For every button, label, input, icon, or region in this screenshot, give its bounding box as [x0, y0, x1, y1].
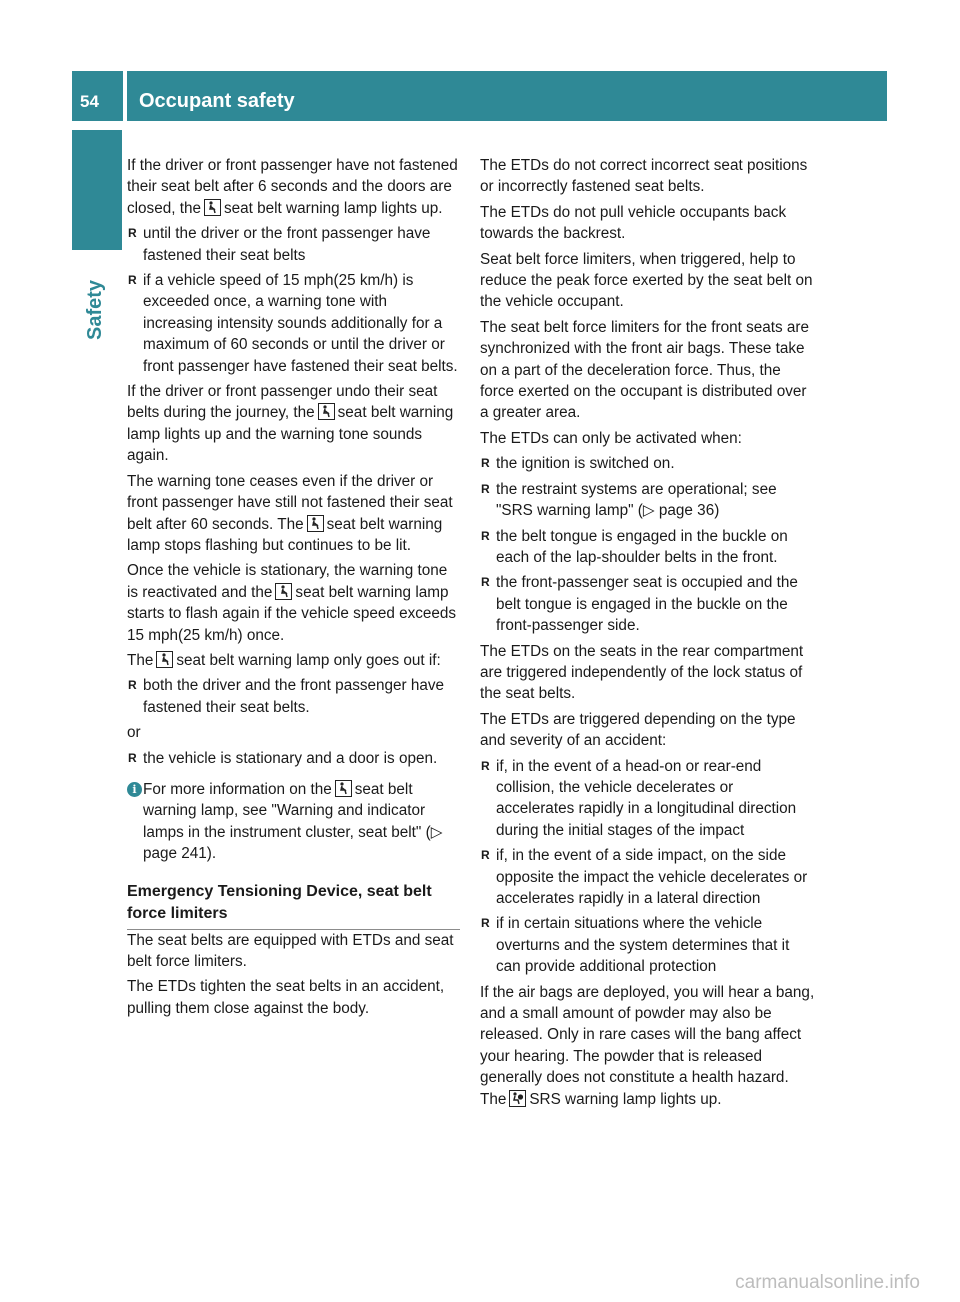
sidebar-block — [72, 130, 122, 250]
list-item: R if a vehicle speed of 15 mph(25 km/h) is exceeded once, a warning tone with increasing intensity sounds additionally for a maximum of 60 seconds or until the driver or front passenger have fastened their seat belts. — [128, 272, 458, 375]
paragraph: Once the vehicle is stationary, the warning tone is reactivated and the seat belt warning lamp starts to flash again if the vehicle speed exceeds 15 mph(25 km/h) once. — [127, 562, 457, 644]
bullet-marker: R — [128, 750, 137, 765]
bullet-marker: R — [481, 456, 490, 471]
bullet-marker: R — [481, 848, 490, 863]
page-number: 54 — [80, 92, 99, 111]
paragraph: The seat belt force limiters for the front seats are synchronized with the front air bags. These take on a part of the deceleration force. Thus, the force exerted on the occupant is distributed over a greater area. — [480, 318, 810, 422]
bullet-marker: R — [481, 481, 490, 496]
bullet-marker: R — [128, 678, 137, 693]
list-item: R if, in the event of a head-on or rear-end collision, the vehicle decelerates or accelerates rapidly in a longitudinal direction during the initial stages of the impact — [481, 757, 797, 839]
list-item: R the restraint systems are operational; see "SRS warning lamp" (▷ page 36) — [481, 480, 777, 520]
info-note: i For more information on the seat belt warning lamp, see "Warning and indicator lamps in the instrument cluster, seat belt" (▷ page 241). — [127, 779, 460, 865]
page-ref-arrow-icon: ▷ — [642, 502, 655, 520]
list-item: R the front-passenger seat is occupied and the belt tongue is engaged in the buckle on the front-passenger side. — [481, 574, 798, 635]
paragraph: The seat belts are equipped with ETDs and seat belt force limiters. — [127, 931, 454, 970]
paragraph: If the driver or front passenger have not fastened their seat belt after 6 seconds and the doors are closed, the seat belt warning lamp lights up. — [127, 157, 458, 217]
right-column — [480, 155, 815, 1114]
bullet-marker: R — [128, 226, 137, 241]
seat-belt-icon — [156, 651, 173, 668]
sidebar-label: Safety — [84, 279, 106, 340]
seat-belt-icon — [204, 199, 221, 216]
list-item: R if in certain situations where the vehicle overturns and the system determines that it can provide additional protection — [481, 915, 790, 976]
page-ref-arrow-icon: ▷ — [430, 823, 443, 841]
paragraph: The ETDs are triggered depending on the type and severity of an accident: — [480, 710, 796, 750]
paragraph: Seat belt force limiters, when triggered, help to reduce the peak force exerted by the seat belt on the vehicle occupant. — [480, 250, 813, 311]
paragraph: The seat belt warning lamp only goes out if: — [127, 651, 441, 669]
list-item: R if, in the event of a side impact, on the side opposite the impact the vehicle decelerates or accelerates rapidly in a lateral direction — [481, 847, 808, 907]
seat-belt-icon — [318, 403, 335, 420]
seat-belt-icon — [307, 515, 324, 532]
header-divider — [123, 71, 127, 121]
bullet-marker: R — [128, 273, 137, 288]
page-title: Occupant safety — [139, 90, 295, 112]
airbag-srs-icon — [509, 1090, 526, 1107]
watermark: carmanualsonline.info — [735, 1272, 920, 1293]
list-item: R the ignition is switched on. — [480, 453, 815, 474]
seat-belt-icon — [275, 583, 292, 600]
paragraph-or: or — [127, 724, 141, 742]
paragraph: The ETDs do not pull vehicle occupants back towards the backrest. — [480, 203, 787, 243]
paragraph: If the air bags are deployed, you will hear a bang, and a small amount of powder may also be released. Only in rare cases will the bang affect your hearing. The powder that is released generally does not constitute a health hazard. The SRS warning lamp lights up. — [480, 983, 815, 1108]
list-item: R the vehicle is stationary and a door is open. — [127, 748, 460, 769]
paragraph: The ETDs tighten the seat belts in an accident, pulling them close against the body. — [127, 978, 445, 1017]
paragraph: The warning tone ceases even if the driver or front passenger have still not fastened their seat belt after 60 seconds. The seat belt warning lamp stops flashing but continues to be lit. — [127, 472, 453, 554]
paragraph: The ETDs do not correct incorrect seat positions or incorrectly fastened seat belts. — [480, 157, 808, 196]
list-item: R until the driver or the front passenger have fastened their seat belts — [128, 225, 431, 264]
bullet-marker: R — [481, 758, 490, 773]
info-icon: i — [127, 782, 142, 797]
bullet-marker: R — [481, 916, 490, 931]
paragraph: The ETDs on the seats in the rear compartment are triggered independently of the lock status of the seat belts. — [480, 642, 804, 703]
left-column — [127, 155, 460, 1023]
paragraph: The ETDs can only be activated when: — [480, 429, 742, 447]
paragraph: If the driver or front passenger undo their seat belts during the journey, the seat belt warning lamp lights up and the warning tone sounds again. — [127, 383, 454, 465]
bullet-marker: R — [481, 575, 490, 590]
list-item: R the belt tongue is engaged in the buckle on each of the lap-shoulder belts in the front. — [481, 527, 788, 566]
bullet-marker: R — [481, 528, 490, 543]
list-item: R both the driver and the front passenger have fastened their seat belts. — [128, 677, 445, 716]
seat-belt-icon — [335, 780, 352, 797]
section-heading: Emergency Tensioning Device, seat belt force limiters — [127, 881, 460, 930]
